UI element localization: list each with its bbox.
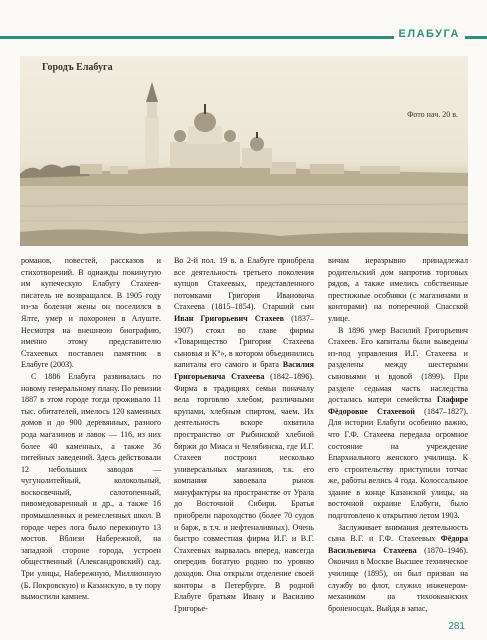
page-number: 281 — [448, 621, 465, 632]
paragraph: вичам неразрывно принадлежал родительский дом напротив торговых рядов, а также имелись собственные престижные особняки (с магазинами и конторами) на поперечной Спасской улице. — [328, 256, 468, 323]
text-run: (1870–1946). Окончил в Москве Высшее техническое училище (1895), он был призван на службу во флот, служил инженером-механиком на тихоокеанских броненосцах. Выйдя в запас, — [328, 545, 469, 613]
paragraph: С 1886 Елабуга развивалась по новому генеральному плану. По ревизии 1887 в этом городе тогда проживало 11 тыс. обитателей, имелось 120 каменных домов и до 900 деревянных, разного рода магазинов и лавок — 116, из них более 40 каменных, а также 36 питейных заведений. Здесь действовали 12 небольших заводов — чугунолитейный, колокольный, воскосвечный, салотопенный, пивомедоваренный и др., а также 16 промышленных и ремесленных школ. В городе через лога было перекинуто 13 мостов. Вблизи Набережной, на западной стороне города, устроен общественный (Александровский) сад. Три улицы, Набережную, Миллионную (Б. Покровскую) и Казанскую, в ту пору вымостили камнем. — [21, 371, 161, 602]
paragraph: романов, повестей, рассказов и стихотворений. В одиажды покинутую им купеческую Елабугу Стахеев-писатель не возвращался. В 1905 году из-за болезни жены он поселился в Ялте, умер и похоронен в Алуште. Несмотря на внешнюю биографию, именно этому представителю Стахеевых поставлен памятник в Елабуге (2003). — [21, 256, 161, 370]
text-column-2 — [174, 255, 314, 614]
paragraph — [328, 325, 468, 522]
photo-caption-title: Городъ Елабуга — [42, 62, 113, 73]
text-run: В 1896 умер Василий Григорьевич Стахеев. Его капиталы были выведены из-под управления И.Г. Стахеева и разделены между шестерыми сыновьями и вдовой (1899). При разделе седьмая часть наследства досталась матери семейства — [328, 325, 468, 405]
photo-credit: Фото нач. 20 в. — [407, 110, 458, 119]
paragraph — [328, 522, 468, 615]
person-name: Глафире Фёдоровне Стахеевой — [328, 395, 468, 416]
text-column-3 — [328, 255, 468, 614]
text-column-1 — [21, 255, 161, 603]
text-run: (1842–1896). Фирма в традициях семьи поначалу вела торговлю хлебом, различными крупами, хлебным спиртом, чаем. Их деятельность вскоре охватила пространство от Рыбинской хлебной биржи до Миаса и Челябинска, где И.Г. Стахеев построил несколько универсальных магазинов, т.к. его компания завоевала рынок мануфактуры на пространстве от Урала до Восточной Сибири. Братья приобрели пароходство (более 70 судов и барж, в т.ч. и нефтеналивных). Очень быстро совместная фирма И.Г. и В.Г. Стахеевых вырвалась вперед, навсегда опередив богатую родню по уровню доходов. Она открыли отделение своей конторы в Петербурге. В родной Елабуге братьям Ивану и Василию Григорье- — [174, 371, 314, 613]
town-panorama-illustration — [20, 56, 468, 246]
text-run: (1837–1907) стоял во главе фирмы «Товарищество Григория Стахеева сыновья и К°», в котором объединились капиталы его самого и брата — [174, 313, 315, 370]
historical-photo — [20, 56, 468, 246]
paragraph — [174, 255, 314, 614]
person-name: Иван Григорьевич Стахеев — [174, 313, 285, 323]
person-name: Василия Григорьевича Стахеева — [174, 360, 314, 381]
person-name: Фёдора Васильевича Стахеева — [328, 534, 468, 555]
text-run: Во 2-й пол. 19 в. в Елабуге приобрела все деятельность третьего поколения купцов Стахеевых, представленного потомками Григория Ивановича Стахеева (1815–1854). Старший сын — [174, 256, 314, 312]
text-run: (1847–1827). Для истории Елабуги особенно важно, что Г.Ф. Стахеева передала огромное состояние на учреждение Епархиального женского училища. К его строительству приступили тотчас же, работы велись 4 года. Колоссальное здание в конце Казанской улицы, на восточной окраине Елабуги, было подготовлено к открытию летом 1903. — [328, 406, 468, 521]
running-header: ЕЛАБУГА — [394, 28, 465, 40]
text-run: Заслуживает внимания деятельность сына В.Г. и Г.Ф. Стахеевых — [328, 522, 468, 544]
